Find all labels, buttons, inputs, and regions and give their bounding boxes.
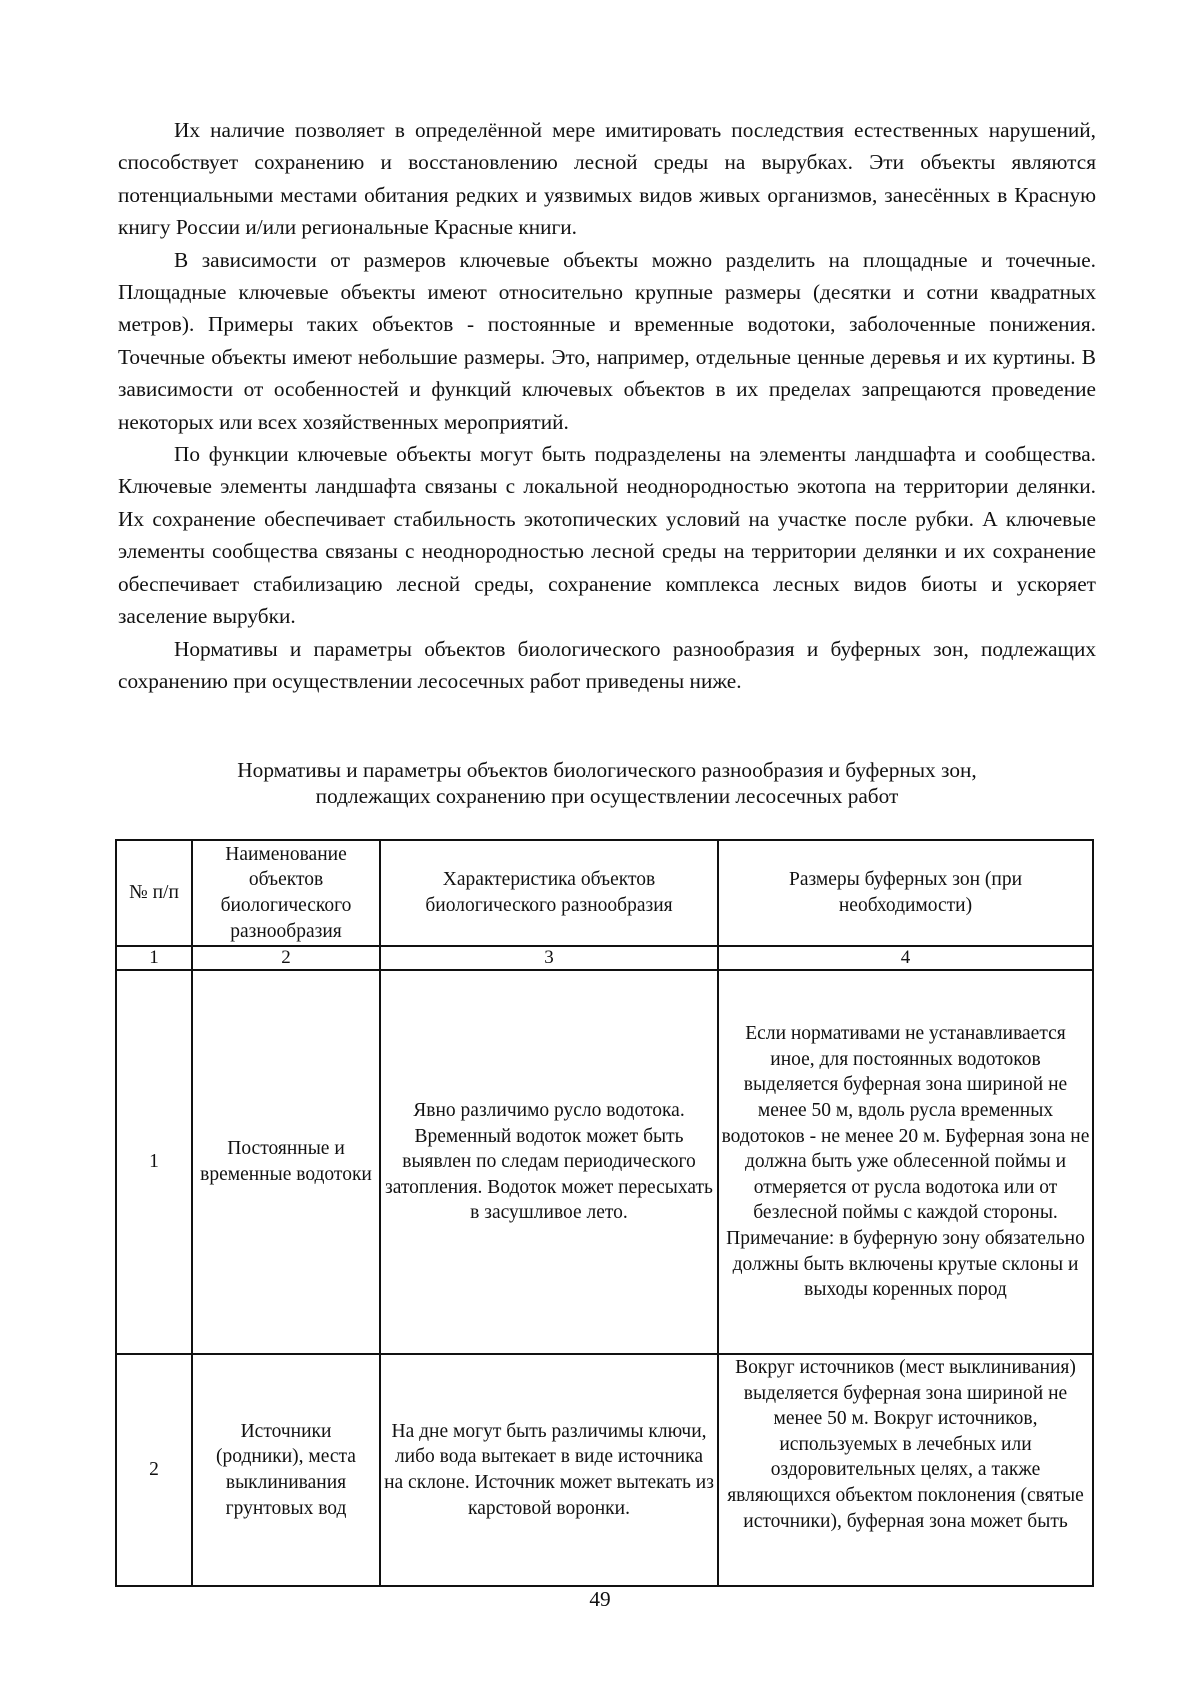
object-description-cell: На дне могут быть различимы ключи, либо вода вытекает в виде источника на склоне. Источник может вытекать из карстовой воронки. — [380, 1354, 718, 1586]
paragraph: По функции ключевые объекты могут быть подразделены на элементы ландшафта и сообщества. Ключевые элементы ландшафта связаны с локальной неоднородностью экотопа на территории делянки. Их сохранение обеспечивает стабильность экотопических условий на участке после рубки. А ключевые элементы сообщества связаны с неоднородностью лесной среды на территории делянки и их сохранение обеспечивает стабилизацию лесной среды, сохранение комплекса лесных видов биоты и ускоряет заселение вырубки. — [118, 442, 1096, 629]
object-name-cell: Постоянные и временные водотоки — [192, 970, 380, 1354]
page-number: 49 — [589, 1587, 611, 1611]
row-number-cell: 2 — [116, 1354, 192, 1586]
object-description-cell: Явно различимо русло водотока. Временный водоток может быть выявлен по следам периодического затопления. Водоток может пересыхать в засушливое лето. — [380, 970, 718, 1354]
column-number-row — [116, 946, 1093, 970]
buffer-zone-cell — [718, 1354, 1093, 1586]
biodiversity-table — [115, 839, 1094, 1587]
body-text — [118, 114, 1096, 697]
table-header-row — [116, 840, 1093, 946]
table-row — [116, 970, 1093, 1354]
column-number-cell: 1 — [116, 946, 192, 970]
row-number-cell: 1 — [116, 970, 192, 1354]
paragraph: Нормативы и параметры объектов биологического разнообразия и буферных зон, подлежащих сохранению при осуществлении лесосечных работ приведены ниже. — [118, 636, 1096, 693]
column-number-cell: 3 — [380, 946, 718, 970]
header-cell-description: Характеристика объектов биологического разнообразия — [380, 840, 718, 946]
table-row — [116, 1354, 1093, 1586]
object-name-cell: Источники (родники), места выклинивания грунтовых вод — [192, 1354, 380, 1586]
table-caption-line: подлежащих сохранению при осуществлении лесосечных работ — [315, 784, 899, 808]
buffer-zone-text: Вокруг источников (мест выклинивания) выделяется буферная зона шириной не менее 50 м. Вокруг источников, используемых в лечебных или оздоровительных целях, а также являющихся объектом поклонения (святые источники), буферная зона может быть — [727, 1357, 1084, 1532]
buffer-zone-cell: Если нормативами не устанавливается иное, для постоянных водотоков выделяется буферная зона шириной не менее 50 м, вдоль русла временных водотоков - не менее 20 м. Буферная зона не должна быть уже облесенной поймы и отмеряется от русла водотока или от безлесной поймы с каждой стороны. Примечание: в буферную зону обязательно должны быть включены крутые склоны и выходы коренных пород — [718, 970, 1093, 1354]
table-caption-line: Нормативы и параметры объектов биологического разнообразия и буферных зон, — [237, 758, 977, 782]
column-number-cell: 4 — [718, 946, 1093, 970]
header-cell-number: № п/п — [116, 840, 192, 946]
paragraph: Их наличие позволяет в определённой мере имитировать последствия естественных нарушений, способствует сохранению и восстановлению лесной среды на вырубках. Эти объекты являются потенциальными местами обитания редких и уязвимых видов живых организмов, занесённых в Красную книгу России и/или региональные Красные книги. — [118, 118, 1096, 240]
paragraph: В зависимости от размеров ключевые объекты можно разделить на площадные и точечные. Площадные ключевые объекты имеют относительно крупные размеры (десятки и сотни квадратных метров). Примеры таких объектов - постоянные и временные водотоки, заболоченные понижения. Точечные объекты имеют небольшие размеры. Это, например, отдельные ценные деревья и их куртины. В зависимости от особенностей и функций ключевых объектов в их пределах запрещаются проведение некоторых или всех хозяйственных мероприятий. — [118, 247, 1096, 434]
table-caption — [118, 757, 1096, 809]
column-number-cell: 2 — [192, 946, 380, 970]
header-cell-name: Наименование объектов биологического разнообразия — [192, 840, 380, 946]
header-cell-buffer: Размеры буферных зон (при необходимости) — [718, 840, 1093, 946]
